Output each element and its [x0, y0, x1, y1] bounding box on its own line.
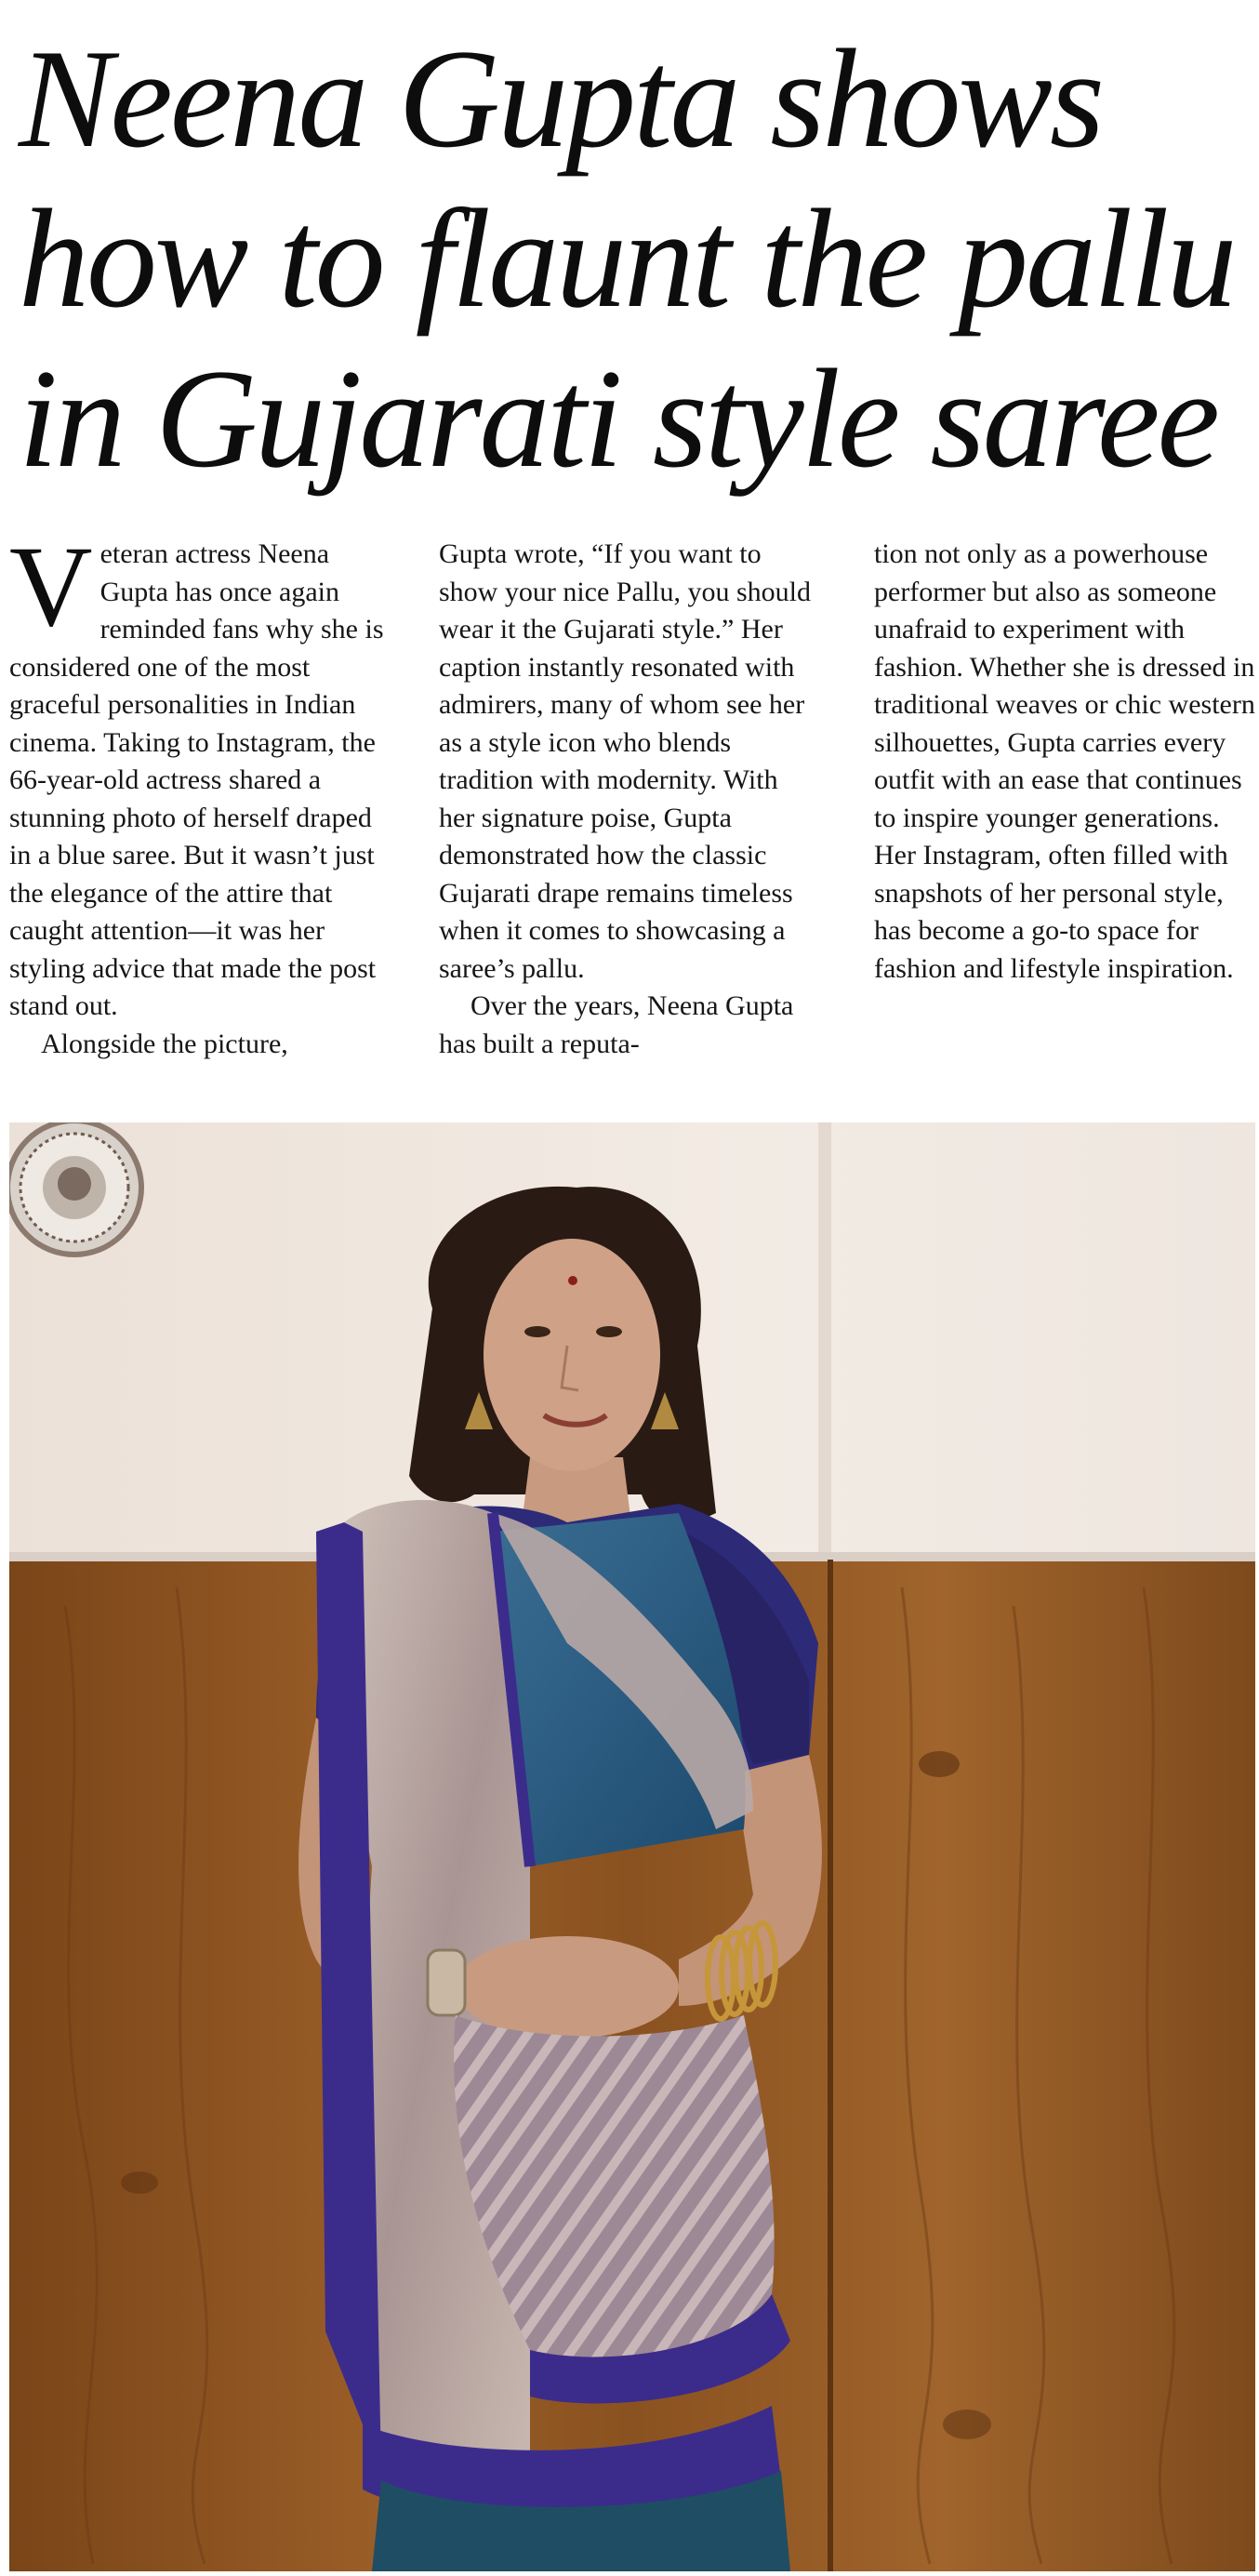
woman-in-saree-illustration [9, 1122, 1255, 2571]
article-column-3 [874, 536, 1255, 988]
paragraph-3-start: Over the years, Neena Gupta has built a reputa- [439, 990, 794, 1059]
paragraph-2-continued: Gupta wrote, “If you want to show your nice Pallu, you should wear it the Gujarati style.” Her caption instantly resonated with admirers, many of whom see her as a style icon who blends tradition with modernity. With her signature poise, Gupta demonstrated how the classic Gujarati drape remains timeless when it comes to showcasing a saree’s pallu. [439, 538, 811, 984]
article-column-1 [9, 523, 391, 1063]
paragraph-1 [9, 523, 391, 1026]
article-column-2 [439, 536, 820, 1063]
headline [19, 19, 1246, 498]
paragraph-2-start: Alongside the picture, [41, 1028, 288, 1059]
decorative-plate [9, 1122, 141, 1255]
headline-line-1: Neena Gupta shows [19, 20, 1102, 177]
article-body [9, 523, 1255, 1103]
article-photo [9, 1122, 1255, 2571]
paragraph-1-text: eteran actress Neena Gupta has once again reminded fans why she is considered one of the most graceful personalities in Indian cinema. Taking to Instagram, the 66-year-old actress shared a stunning photo of herself draped in a blue saree. But it wasn’t just the elegance of the attire that caught attention—it was her styling advice that made the post stand out. [9, 538, 384, 1021]
face [484, 1239, 660, 1471]
watch [428, 1950, 465, 2015]
bindi [568, 1276, 577, 1285]
drop-cap: V [9, 523, 93, 650]
headline-line-2: how to flaunt the pallu [19, 180, 1235, 337]
headline-line-3: in Gujarati style saree [19, 340, 1217, 497]
paragraph-3-continued: tion not only as a powerhouse performer but also as someone unafraid to experiment with fashion. Whether she is dressed in traditional weaves or chic western silhouettes, Gupta carries every outfit with an ease that continues to inspire younger generations. Her Instagram, often filled with snapshots of her personal style, has become a go-to space for fashion and lifestyle inspiration. [874, 538, 1255, 984]
